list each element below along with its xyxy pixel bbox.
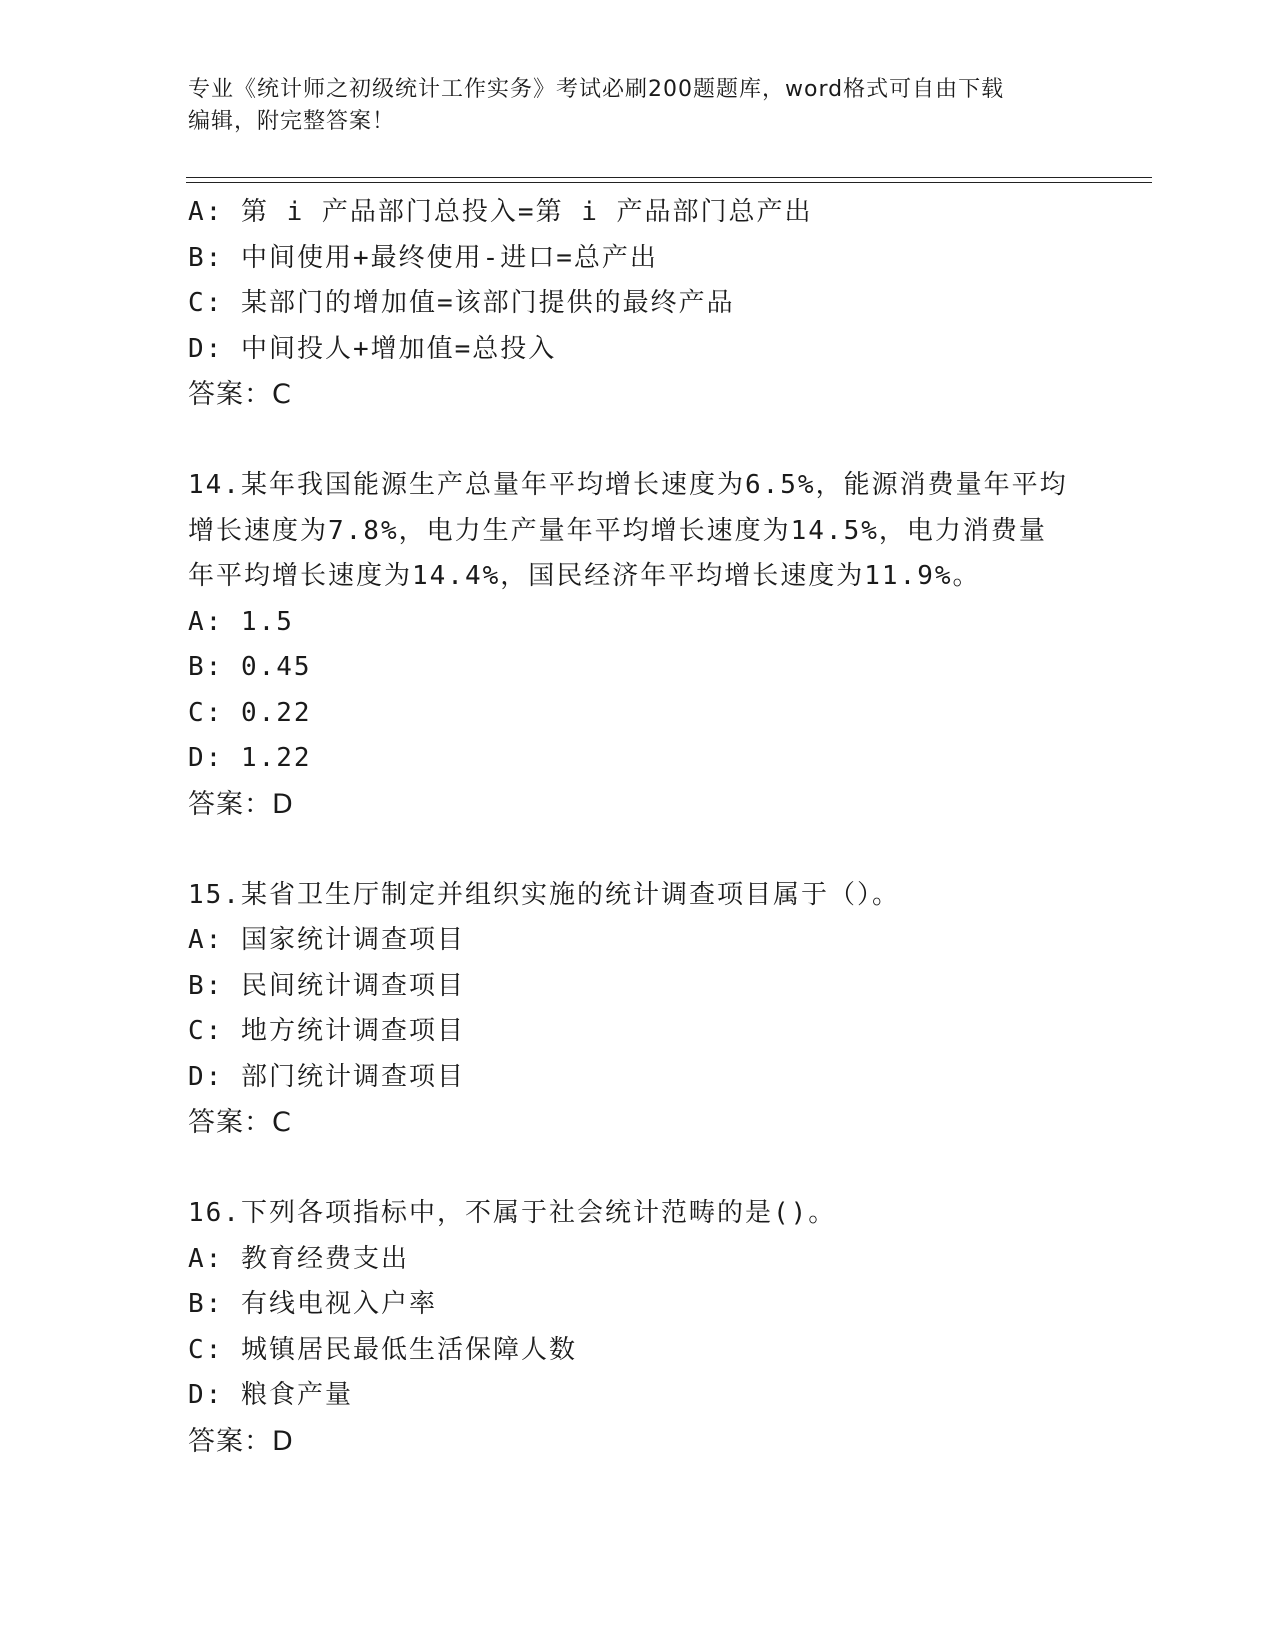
question-stem-line: 14.某年我国能源生产总量年平均增长速度为6.5%，能源消费量年平均 xyxy=(188,470,1068,500)
option-a: A: 国家统计调查项目 xyxy=(188,925,465,955)
header-divider-bottom xyxy=(186,182,1152,183)
header-title-line-1: 专业《统计师之初级统计工作实务》考试必刷200题题库，word格式可自由下载 xyxy=(188,77,1005,102)
option-c: C: 某部门的增加值=该部门提供的最终产品 xyxy=(188,288,735,318)
option-b: B: 0.45 xyxy=(188,652,312,682)
option-d: D: 中间投人+增加值=总投入 xyxy=(188,333,557,364)
option-b: B: 中间使用+最终使用-进口=总产出 xyxy=(188,242,658,273)
option-b: B: 有线电视入户率 xyxy=(188,1289,437,1319)
question-16 xyxy=(188,1191,1088,1464)
question-stem-line: 16.下列各项指标中，不属于社会统计范畴的是()。 xyxy=(188,1198,837,1228)
option-a: A: 教育经费支出 xyxy=(188,1243,409,1274)
document-header xyxy=(188,74,1088,138)
question-stem-line: 年平均增长速度为14.4%，国民经济年平均增长速度为11.9%。 xyxy=(188,561,981,591)
spacer xyxy=(188,827,1088,873)
answer: 答案：C xyxy=(188,379,292,410)
answer: 答案：D xyxy=(188,1425,294,1457)
question-15 xyxy=(188,873,1088,1146)
question-13 xyxy=(188,190,1088,418)
option-a: A: 1.5 xyxy=(188,606,294,637)
option-d: D: 1.22 xyxy=(188,743,312,773)
question-stem-line: 15.某省卫生厅制定并组织实施的统计调查项目属于（）。 xyxy=(188,879,900,910)
question-stem-line: 增长速度为7.8%，电力生产量年平均增长速度为14.5%，电力消费量 xyxy=(188,515,1047,546)
option-d: D: 粮食产量 xyxy=(188,1380,353,1410)
option-b: B: 民间统计调查项目 xyxy=(188,970,465,1001)
question-list xyxy=(188,190,1088,1464)
option-a: A: 第 i 产品部门总投入=第 i 产品部门总产出 xyxy=(188,197,813,227)
option-c: C: 地方统计调查项目 xyxy=(188,1016,465,1046)
header-title-line-2: 编辑，附完整答案！ xyxy=(188,109,396,134)
option-c: C: 城镇居民最低生活保障人数 xyxy=(188,1334,577,1365)
option-d: D: 部门统计调查项目 xyxy=(188,1061,465,1092)
header-divider-top xyxy=(186,177,1152,178)
spacer xyxy=(188,418,1088,464)
spacer xyxy=(188,1146,1088,1192)
answer: 答案：C xyxy=(188,1107,292,1138)
question-14 xyxy=(188,463,1088,827)
answer: 答案：D xyxy=(188,788,294,820)
option-c: C: 0.22 xyxy=(188,697,312,728)
